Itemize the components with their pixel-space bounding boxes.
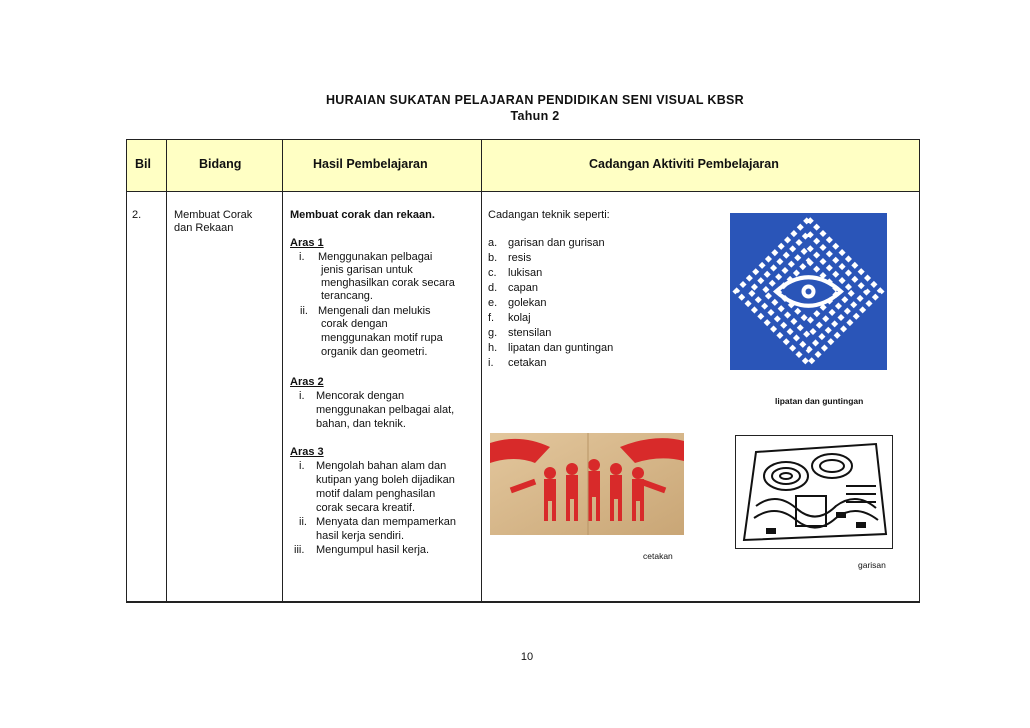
- aras3-label: Aras 3: [290, 446, 324, 458]
- list-number: ii.: [299, 516, 307, 528]
- column-divider: [166, 140, 167, 601]
- technique-item: lipatan dan guntingan: [508, 342, 614, 354]
- bidang-line: Membuat Corak: [174, 209, 253, 221]
- list-item-text: corak secara kreatif.: [316, 502, 416, 514]
- caption-garisan: garisan: [858, 560, 886, 570]
- technique-letter: f.: [488, 312, 495, 324]
- technique-item: cetakan: [508, 357, 547, 369]
- list-item-text: menghasilkan corak secara: [321, 277, 455, 289]
- list-number: ii.: [300, 305, 308, 317]
- technique-letter: i.: [488, 357, 494, 369]
- list-item-text: jenis garisan untuk: [321, 264, 413, 276]
- document-title: HURAIAN SUKATAN PELAJARAN PENDIDIKAN SENI VISUAL KBSR: [325, 93, 744, 107]
- hasil-heading: Membuat corak dan rekaan.: [290, 209, 435, 221]
- technique-letter: h.: [488, 342, 498, 354]
- aras2-label: Aras 2: [290, 376, 324, 388]
- list-item-text: hasil kerja sendiri.: [316, 530, 405, 542]
- list-item-text: bahan, dan teknik.: [316, 418, 406, 430]
- list-item-text: terancang.: [321, 290, 373, 302]
- garisan-image: [735, 435, 893, 549]
- lipatan-guntingan-image: [730, 213, 887, 370]
- list-item-text: Mengolah bahan alam dan: [316, 460, 447, 472]
- technique-letter: c.: [488, 267, 497, 279]
- page-number: 10: [520, 651, 534, 663]
- technique-letter: e.: [488, 297, 498, 309]
- technique-item: resis: [508, 252, 532, 264]
- cetakan-image: [490, 433, 684, 535]
- bidang-line: dan Rekaan: [174, 222, 234, 234]
- caption-cetakan: cetakan: [643, 551, 673, 561]
- header-hasil: Hasil Pembelajaran: [313, 157, 428, 171]
- technique-letter: b.: [488, 252, 498, 264]
- list-item-text: menggunakan pelbagai alat,: [316, 404, 455, 416]
- table-header-row: [127, 140, 919, 192]
- aras1-label: Aras 1: [290, 237, 324, 249]
- list-number: iii.: [294, 544, 305, 556]
- technique-item: golekan: [508, 297, 547, 309]
- list-item-text: motif dalam penghasilan: [316, 488, 436, 500]
- list-item-text: Mengumpul hasil kerja.: [316, 544, 430, 556]
- technique-item: lukisan: [508, 267, 543, 279]
- column-divider: [282, 140, 283, 601]
- technique-item: kolaj: [508, 312, 531, 324]
- technique-letter: g.: [488, 327, 498, 339]
- list-item-text: Menggunakan pelbagai: [318, 251, 433, 263]
- header-bil: Bil: [135, 157, 151, 171]
- list-item-text: menggunakan motif rupa: [321, 332, 443, 344]
- list-item-text: Menyata dan mempamerkan: [316, 516, 457, 528]
- row-number: 2.: [132, 209, 142, 221]
- list-number: i.: [299, 390, 305, 402]
- list-item-text: kutipan yang boleh dijadikan: [316, 474, 455, 486]
- list-item-text: Mencorak dengan: [316, 390, 405, 402]
- technique-item: capan: [508, 282, 538, 294]
- column-divider: [481, 140, 482, 601]
- cadangan-intro: Cadangan teknik seperti:: [488, 209, 610, 221]
- list-number: i.: [299, 251, 305, 263]
- technique-letter: a.: [488, 237, 498, 249]
- list-item-text: organik dan geometri.: [321, 346, 428, 358]
- technique-letter: d.: [488, 282, 498, 294]
- list-item-text: corak dengan: [321, 318, 388, 330]
- header-bidang: Bidang: [199, 157, 242, 171]
- technique-item: stensilan: [508, 327, 552, 339]
- list-number: i.: [299, 460, 305, 472]
- technique-item: garisan dan gurisan: [508, 237, 605, 249]
- list-item-text: Mengenali dan melukis: [318, 305, 431, 317]
- caption-lipatan: lipatan dan guntingan: [775, 396, 864, 406]
- document-subtitle: Tahun 2: [510, 109, 560, 123]
- header-cadangan: Cadangan Aktiviti Pembelajaran: [589, 157, 779, 171]
